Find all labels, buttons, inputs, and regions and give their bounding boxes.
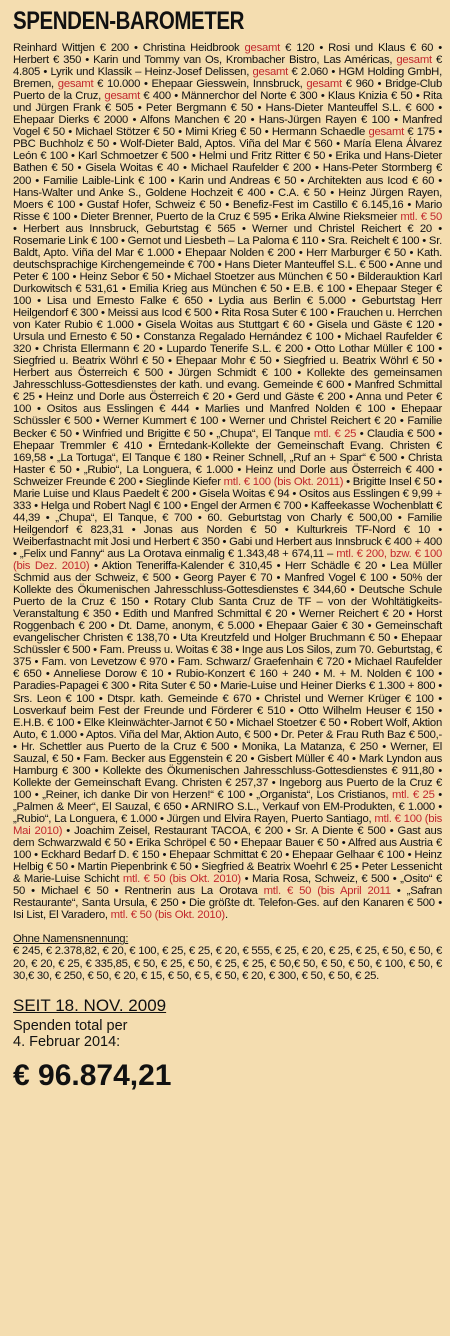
anonymous-donations-values: € 245, € 2.378,82, € 20, € 100, € 25, € 25, € 20, € 555, € 25, € 20, € 25, € 25, € 50, € 50, € 20, € 20, € 25, € 335,85, € 50, € 25, € 50, € 25, € 25, € 50,€ 50, € 50, € 50, € 100, € 50, € 30,€ 30, € 250, € 50, € 20, € 15, € 50, € 5, € 50, € 20, € 300, € 50, € 50, € 25. (13, 945, 442, 982)
donation-text: € 10.000 • Ehepaar Giesswein, Innsbruck, (93, 78, 307, 91)
highlight-amount: gesamt (104, 90, 140, 103)
page-title: SPENDEN-BAROMETER (13, 7, 245, 35)
highlight-amount: gesamt (244, 42, 281, 54)
donation-text: • Joachim Zeisel, Restaurant TACOA, € 200 • Sr. A Diente € 500 • Gast aus dem Schwarzwald € 50 • Erika Schröpel € 50 • Ehepaar Bauer € 50 • Alfred aus Austria € 100 • Eckhard Bedarf D. € 150 • Ehepaar Schmittat € 20 • Ehepaar Gelhaar € 100 • Heinz Helbig € 50 • Martin Piepenbrink € 50 • Siegfried & Beatrix Woehrl € 25 • Peter Lessenicht & Marie-Luise Schicht (13, 825, 442, 886)
highlight-amount: mtl. € 25 (313, 427, 357, 440)
donation-text: • Maria Rosa, Schweiz, € 500 • „Osito“ € 50 • Michael € 50 • Rentnerin aus La Orotava (13, 873, 442, 898)
anonymous-donations-label: Ohne Namensnennung: (13, 933, 129, 946)
highlight-amount: gesamt (57, 78, 94, 91)
highlight-amount: gesamt (306, 78, 342, 91)
donations-list (13, 42, 442, 921)
total-amount: € 96.874,21 (13, 1058, 172, 1092)
total-label-line1: Spenden total per (13, 1017, 128, 1034)
section-spacer (13, 921, 442, 933)
donation-text: • Aktion Teneriffa-Kalender € 310,45 • Herr Schädle € 20 • Lea Müller Schmid aus der Schweiz, € 500 • Georg Payer € 70 • Manfred Vogel € 100 • 50% der Kollekte des Ökumenischen Jahresschluss-Gottesdienstes € 344,60 • Deutsche Schule Puerto de la Cruz € 150 • Rotary Club Santa Cruz de TF – von der Wohltätigkeits-Veranstaltung € 350 • Edith und Manfred Schmittal € 20 • Werner Reichert € 20 • Horst Roggenbach € 200 • Dt. Dame, anonym, € 5.000 • Ehepaar Gaier € 30 • Gemeinschaft evangelischer Christen € 138,70 • Uta Kreutzfeld und Holger Bruchmann € 50 • Ehepaar Schüssler € 500 • Fam. Preuss u. Woitas € 38 • Inge aus Los Silos, zum 70. Geburtstag, € 375 • Fam. von Levetzow € 970 • Fam. Schwarz/ Graefenhain € 720 • Michael Raufelder € 650 • Anneliese Dorow € 10 • Rubio-Konzert € 160 + 240 • M. + M. Nolden € 100 • Paradies-Papagei € 300 • Rita Suter € 50 • Marie-Luise und Heiner Dierks € 1.300 + 800 • Srs. Leon € 100 • Dtspr. kath. Gemeinde € 670 • Christel und Werner Krüger € 100 • Losverkauf beim Fest der Freunde und Förderer € 510 • Otto Wilhelm Heuser € 150 • E.H.B. € 100 • Elke Kleinwächter-Jarnot € 50 • Michael Stoetzer € 50 • Robert Wolf, Aktion Auto, € 1.000 • Aptos. Viña del Mar, Aktion Auto, € 500 • Dr. Peter & Frau Ruth Baz € 500,- • Hr. Schettler aus Puerto de la Cruz € 500 • Monika, La Matanza, € 250 • Werner, El Sauzal, € 50 • Fam. Becker aus Eggenstein € 20 • Gisbert Müller € 40 • Mark Lyndon aus Hamburg € 300 • Kollekte des Ökumenischen Jahresschluss-Gottesdienstes € 911,80 • Kollekte der Gemeinschaft Evang. Christen € 257,37 • Ingeborg aus Puerto de la Cruz € 100 • „Reiner, ich danke Dir von Herzen!“ € 100 • „Organista“, Los Cristianos, (13, 560, 443, 801)
highlight-amount: mtl. € 25 (391, 788, 435, 801)
donation-text: € 400 • Männerchor del Norte € 300 • Klaus Knizia € 50 • Rita und Jürgen Frank € 505 • Peter Bergmann € 50 • Hans-Dieter Manteuffel S.L. € 600 • Ehepaar Dierks € 2000 • Alfons Manchen € 20 • Hans-Jürgen Rayen € 100 • Manfred Vogel € 50 • Michael Stötzer € 50 • Mimi Krieg € 50 • Hermann Schaedle (13, 90, 443, 139)
highlight-amount: mtl. € 200, bzw. € 100 (bis Dez. 2010) (13, 547, 443, 573)
donation-text: • Claudia € 500 • Ehepaar Tremmler € 410 • Erntedank-Kollekte der Gemeinschaft Evang. Christen € 169,58 • „La Tortuga“, El Tanque € 180 • Reiner Schnell, „Ruf an + Spar“ € 500 • Christa Haster € 50 • „Rubio“, La Longuera, € 1.000 • Heinz und Dorle aus Österreich € 400 • Schweizer Freunde € 200 • Sieglinde Kiefer (13, 427, 442, 488)
highlight-amount: mtl. € 50 (400, 210, 442, 223)
donation-text: . (224, 909, 228, 922)
donation-text: € 2.060 • HGM Holding GmbH, Bremen, (13, 66, 442, 91)
donation-text: • „Palmen & Meer“, El Sauzal, € 650 • ARNIRO S.L., Verkauf von EM-Produkten, € 1.000 • „Rubio“, La Longuera, € 1.000 • Jürgen und Elvira Rayen, Puerto Santiago, (13, 788, 442, 825)
highlight-amount: mtl. € 50 (bis April 2011 (263, 885, 391, 898)
highlight-amount: mtl. € 50 (bis Okt. 2010) (110, 909, 225, 922)
highlight-amount: gesamt (252, 66, 289, 79)
donation-text: € 120 • Rosi und Klaus € 60 • Herbert € 350 • Karin und Tommy van Os, Krombacher Bistro, Las Américas, (13, 42, 442, 67)
highlight-amount: gesamt (396, 54, 432, 67)
donation-text: • Herbert aus Innsbruck, Geburtstag € 565 • Werner und Christel Reichert € 20 • Rosemarie Link € 100 • Gernot und Liesbeth – La Paloma € 110 • Sra. Reichelt € 100 • Sr. Baldt, Apto. Viña del Mar € 1.000 • Ehepaar Nolden € 200 • Herr Marburger € 50 • Kath. deutschsprachige Kirchengemeinde € 700 • Hans Dieter Manteuffel S.L. € 500 • Anne und Peter € 100 • Heinz Sebor € 50 • Michael Stoetzer aus München € 50 • Bilderauktion Karl Durkowitsch € 531,61 • Emilia Krieg aus München € 50 • E.B. € 100 • Ehepaar Steger € 100 • Lisa und Ernesto Falke € 650 • Lydia aus Berlin € 5.000 • Geburtstag Herr Heilgendorf € 300 • Meissi aus Icod € 500 • Rita Rosa Suter € 100 • Frauchen u. Herrchen von Kater Rubio € 1.000 • Gisela Woitas aus Stuttgart € 60 • Gisela und Gäste € 120 • Ursula und Ernesto € 50 • Constanza Regalado Hernández € 100 • Michael Raufelder € 320 • Christa Ellermann € 20 • Lupardo Tenerife S.L. € 200 • Otto Lothar Müller € 100 • Siegfried u. Beatrix Wöhrl € 50 • Ehepaar Mohr € 50 • Siegfried u. Beatrix Wöhrl € 50 • Herbert aus Österreich € 500 • Jürgen Schmidt € 100 • Kollekte des gemeinsamen Jahresschluss-Gottesdienstes der kath. und evang. Gemeinde € 600 • Manfred Schmittal € 25 • Heinz und Dorle aus Österreich € 20 • Gerd und Gäste € 200 • Anna und Peter € 100 • Ositos aus Esslingen € 444 • Marlies und Manfred Nolden € 100 • Ehepaar Schüssler € 500 • Werner Kummert € 100 • Werner und Christel Reichert € 20 • Familie Becker € 50 • Winfried und Brigitte € 50 • „Chupa“, El Tanque (13, 222, 442, 440)
highlight-amount: mtl. € 100 (bis Mai 2010) (13, 813, 442, 838)
highlight-amount: mtl. € 100 (bis Okt. 2011) (223, 475, 344, 488)
total-label-line2: 4. Februar 2014: (13, 1033, 121, 1050)
donation-text: • „Safran Restaurante“, Santa Ursula, € 250 • Die größte dt. Telefon-Ges. auf den Kanaren € 500 • Isi List, El Varadero, (13, 885, 442, 922)
highlight-amount: gesamt (368, 126, 405, 139)
donation-text: Reinhard Wittjen € 200 • Christina Heidbrook (13, 42, 245, 54)
donation-text: • Brigitte Insel € 50 • Marie Luise und Klaus Paedelt € 200 • Gisela Woitas € 94 • Ositos aus Esslingen € 9,99 + 333 • Helga und Robert Nagl € 100 • Engel der Armen € 700 • Kaffeekasse Wochenblatt € 44,39 • „Chupa“, El Tanque, € 700 • 60. Geburtstag von Charly € 500,00 • Familie Heilgendorf € 823,31 • Jonas aus Norden € 50 • Kulturkreis TF-Nord € 10 • Weiberfastnacht mit Josi und Herbert € 350 • Gabi und Herbert aus Innsbruck € 400 + 400 • „Felix und Fanny“ aus La Orotava einmalig € 1.343,48 + 674,11 – (13, 475, 442, 560)
highlight-amount: mtl. € 50 (bis Okt. 2010) (122, 873, 241, 886)
donation-text: € 960 • Bridge-Club Puerto de la Cruz, (13, 78, 442, 103)
since-date: SEIT 18. NOV. 2009 (13, 995, 167, 1015)
donation-text: € 4.805 • Lyrik und Klassik – Heinz-Josef Delissen, (13, 54, 443, 79)
donation-text: € 175 • PBC Buchholz € 50 • Wolf-Dieter Bald, Aptos. Viña del Mar € 560 • María Elena Álvarez León € 100 • Karl Schmoetzer € 500 • Helmi und Fritz Ritter € 50 • Erika und Hans-Dieter Bathen € 50 • Gisela Woitas € 40 • Michael Raufelder € 200 • Hans-Peter Stormberg € 200 • Familie Laible-Link € 100 • Karin und Andreas € 50 • Architekten aus Icod € 60 • Hans-Walter und Anke S., Goldene Hochzeit € 400 • C.A. € 50 • Heinz Jürgen Rayen, Moers € 100 • Gustaf Hofer, Schweiz € 50 • Benefiz-Fest im Castillo € 6.145,16 • Mario Risse € 100 • Dieter Brenner, Puerto de la Cruz € 595 • Erika Alwine Rieksmeier (13, 126, 442, 223)
